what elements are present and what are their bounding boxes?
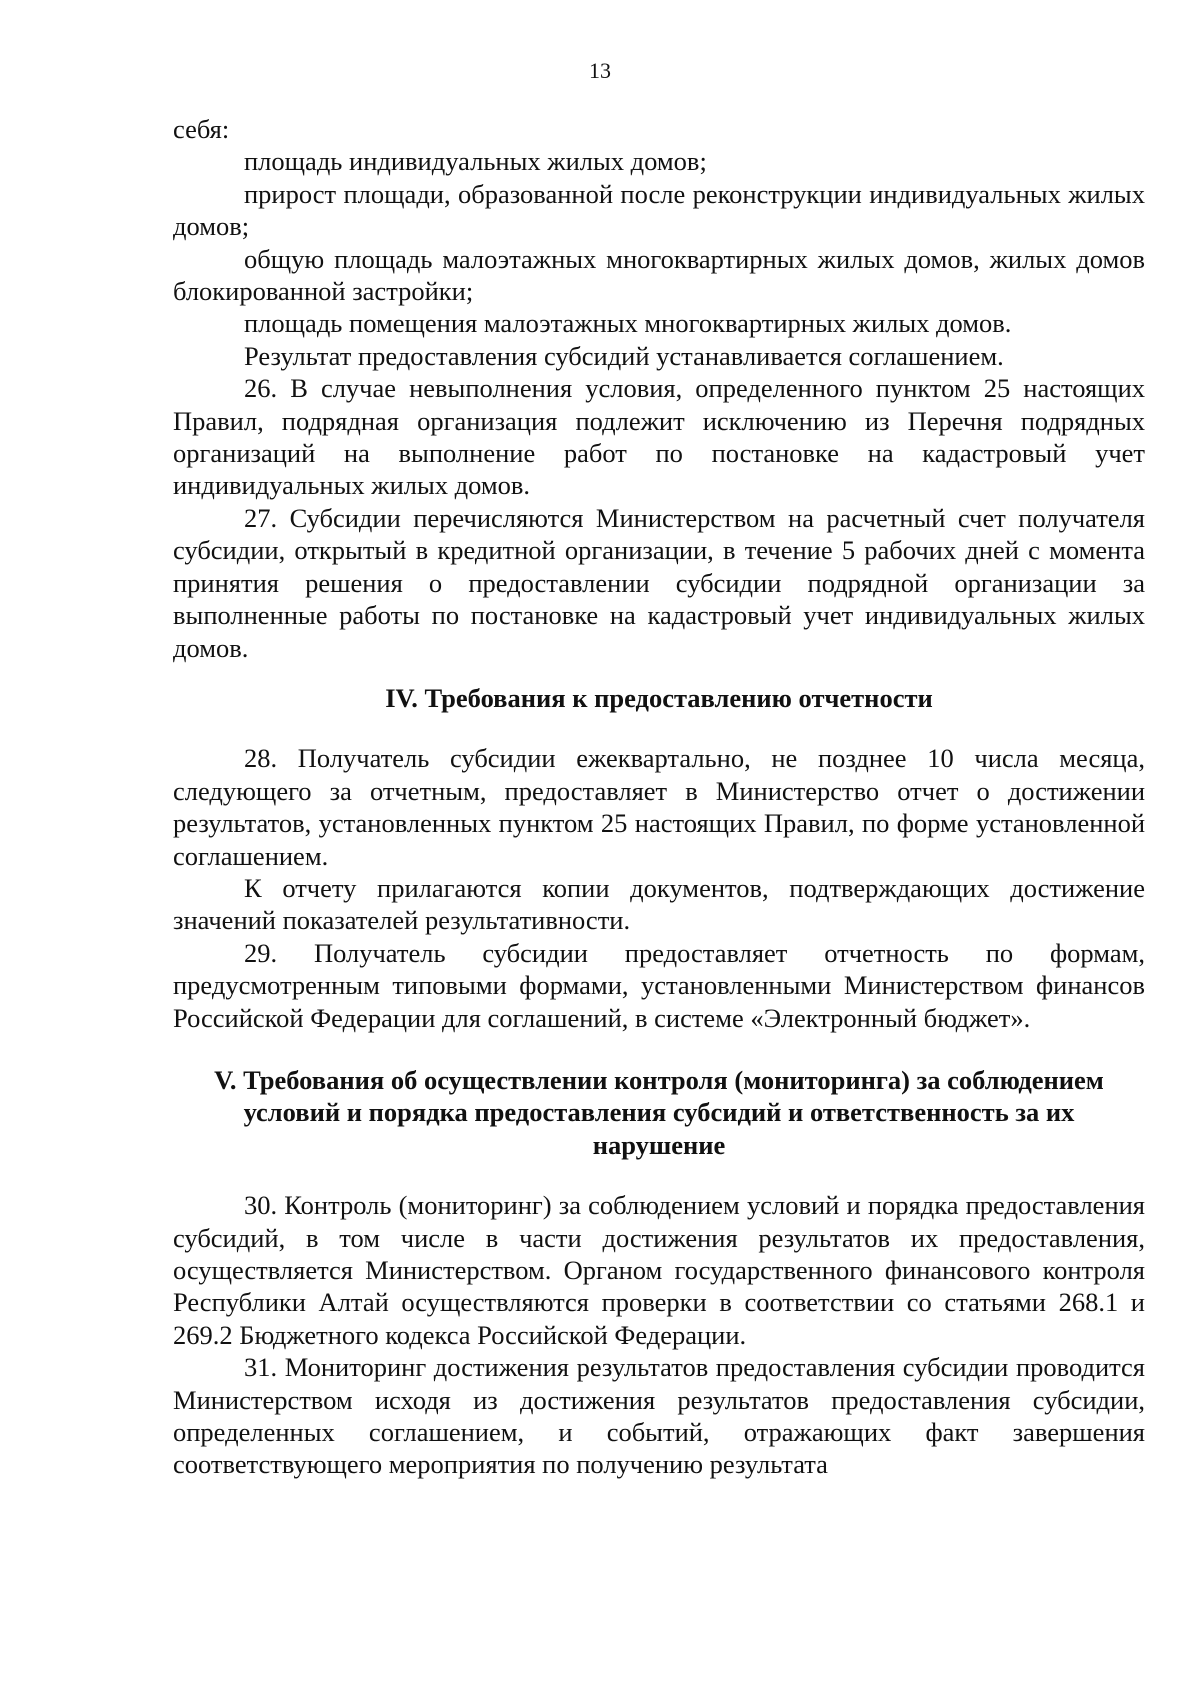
document-body	[173, 113, 1145, 1481]
paragraph-continuation: себя:	[173, 114, 230, 144]
section-heading-v	[173, 1064, 1145, 1161]
section-heading-iv: IV. Требования к предоставлению отчетности	[385, 682, 933, 713]
paragraph-30: 30. Контроль (мониторинг) за соблюдением условий и порядка предоставления субсидий, в том числе в части достижения результатов их предоставления, осуществляется Министерством. Органом государственного финансового контроля Республики Алтай осуществляются проверки в соответствии со статьями 268.1 и 269.2 Бюджетного кодекса Российской Федерации.	[173, 1190, 1145, 1350]
section-heading-v-line2: условий и порядка предоставления субсидий и ответственность за их	[243, 1097, 1075, 1128]
paragraph-result: Результат предоставления субсидий устанавливается соглашением.	[244, 340, 1004, 371]
paragraph-29: 29. Получатель субсидии предоставляет отчетность по формам, предусмотренным типовыми формами, установленными Министерством финансов Российской Федерации для соглашений, в системе «Электронный бюджет».	[173, 937, 1145, 1033]
paragraph-31: 31. Мониторинг достижения результатов предоставления субсидии проводится Министерством исходя из достижения результатов предоставления субсидии, определенных соглашением, и событий, отражающих факт завершения соответствующего мероприятия по получению результата	[173, 1352, 1145, 1480]
paragraph-report-attachments: К отчету прилагаются копии документов, подтверждающих достижение значений показателей результативности.	[173, 872, 1145, 936]
section-heading-v-line3: нарушение	[592, 1129, 726, 1160]
list-item-premises-area: площадь помещения малоэтажных многоквартирных жилых домов.	[244, 308, 1012, 339]
list-item-area: площадь индивидуальных жилых домов;	[244, 146, 707, 177]
paragraph-27: 27. Субсидии перечисляются Министерством на расчетный счет получателя субсидии, открытый в кредитной организации, в течение 5 рабочих дней с момента принятия решения о предоставлении субсидии подрядной организации за выполненные работы по постановке на кадастровый учет индивидуальных жилых домов.	[173, 502, 1145, 663]
section-heading-v-line1: V. Требования об осуществлении контроля (мониторинга) за соблюдением	[214, 1064, 1104, 1095]
list-item-area-increase: прирост площади, образованной после реконструкции индивидуальных жилых домов;	[173, 178, 1145, 242]
list-item-total-area: общую площадь малоэтажных многоквартирных жилых домов, жилых домов блокированной застройки;	[173, 243, 1145, 307]
paragraph-26: 26. В случае невыполнения условия, определенного пунктом 25 настоящих Правил, подрядная организация подлежит исключению из Перечня подрядных организаций на выполнение работ по постановке на кадастровый учет индивидуальных жилых домов.	[173, 373, 1145, 501]
page-number: 13	[589, 58, 611, 83]
paragraph-28: 28. Получатель субсидии ежеквартально, не позднее 10 числа месяца, следующего за отчетным, предоставляет в Министерство отчет о достижении результатов, установленных пунктом 25 настоящих Правил, по форме установленной соглашением.	[173, 743, 1145, 871]
